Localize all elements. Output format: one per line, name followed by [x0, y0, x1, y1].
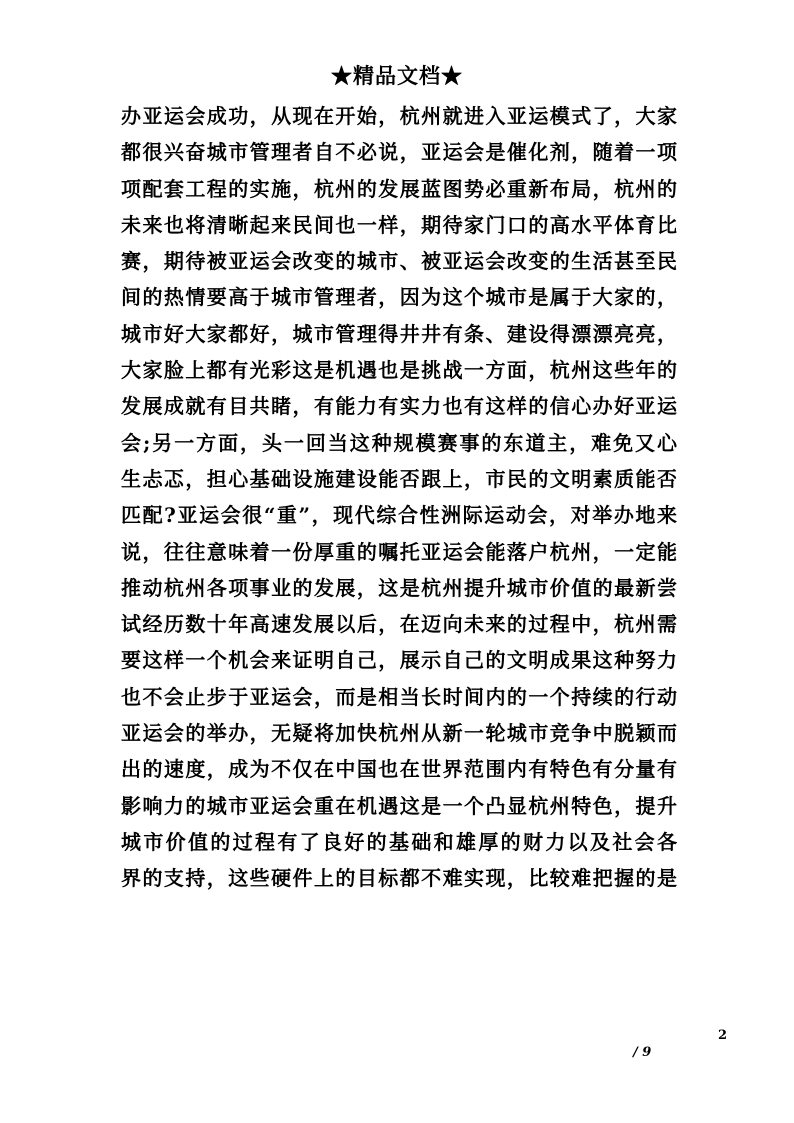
- text-line: 会;另一方面，头一回当这种规模赛事的东道主，难免又心: [121, 430, 677, 455]
- text-line: 亚运会的举办，无疑将加快杭州从新一轮城市竞争中脱颖而: [121, 721, 677, 746]
- page-total: / 9: [633, 1045, 652, 1060]
- text-line: 项配套工程的实施，杭州的发展蓝图势必重新布局，杭州的: [121, 176, 677, 201]
- text-line: 发展成就有目共睹，有能力有实力也有这样的信心办好亚运: [121, 394, 677, 419]
- text-line: 城市价值的过程有了良好的基础和雄厚的财力以及社会各: [121, 829, 677, 854]
- text-line: 赛，期待被亚运会改变的城市、被亚运会改变的生活甚至民: [121, 249, 677, 274]
- text-line: 影响力的城市亚运会重在机遇这是一个凸显杭州特色，提升: [121, 793, 677, 818]
- text-line: 出的速度，成为不仅在中国也在世界范围内有特色有分量有: [121, 757, 677, 782]
- document-header: ★精品文档★: [331, 63, 463, 88]
- body-text: [121, 98, 677, 897]
- text-line: 要这样一个机会来证明自己，展示自己的文明成果这种努力: [121, 648, 677, 673]
- text-line: 推动杭州各项事业的发展，这是杭州提升城市价值的最新尝: [121, 575, 677, 600]
- text-line: 大家脸上都有光彩这是机遇也是挑战一方面，杭州这些年的: [121, 358, 677, 383]
- text-line: 都很兴奋城市管理者自不必说，亚运会是催化剂，随着一项: [121, 140, 677, 165]
- text-line: 间的热情要高于城市管理者，因为这个城市是属于大家的，: [121, 285, 677, 310]
- text-line: 也不会止步于亚运会，而是相当长时间内的一个持续的行动: [121, 684, 677, 709]
- text-line: 未来也将清晰起来民间也一样，期待家门口的高水平体育比: [121, 212, 677, 237]
- text-line: 办亚运会成功，从现在开始，杭州就进入亚运模式了，大家: [121, 104, 677, 128]
- text-line: 试经历数十年高速发展以后，在迈向未来的过程中，杭州需: [121, 612, 677, 637]
- text-line: 说，往往意味着一份厚重的嘱托亚运会能落户杭州，一定能: [121, 539, 677, 564]
- text-line: 界的支持，这些硬件上的目标都不难实现，比较难把握的是: [121, 866, 677, 891]
- text-line: 城市好大家都好，城市管理得井井有条、建设得漂漂亮亮，: [121, 321, 677, 346]
- text-line: 匹配?亚运会很“重”，现代综合性洲际运动会，对举办地来: [121, 503, 677, 528]
- text-line: 生忐忑，担心基础设施建设能否跟上，市民的文明素质能否: [121, 466, 677, 491]
- page-number: 2: [718, 1028, 728, 1043]
